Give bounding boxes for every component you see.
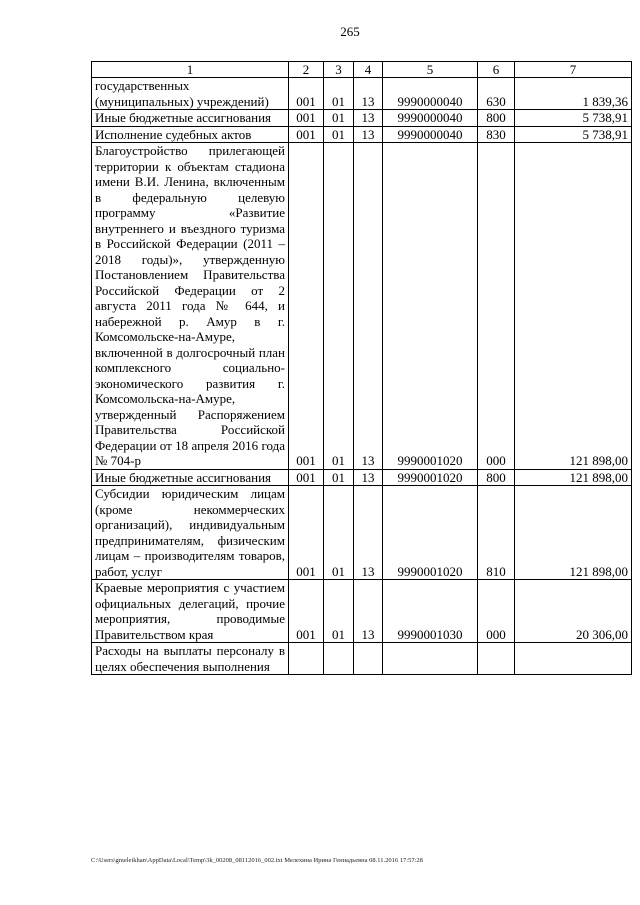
column-header-7: 7	[515, 62, 632, 78]
row-expense-type: 630	[478, 78, 515, 110]
budget-table	[91, 61, 632, 675]
column-header-5: 5	[383, 62, 478, 78]
row-subsection-code: 13	[354, 469, 383, 486]
row-name: Субсидии юридическим лицам (кроме некоммерческих организаций), индивидуальным предпринимателям, физическим лицам – производителям товаров, работ, услуг	[92, 486, 289, 580]
row-subsection-code: 13	[354, 580, 383, 643]
row-section-code: 01	[324, 110, 354, 127]
row-ministry-code: 001	[289, 486, 324, 580]
row-name: Расходы на выплаты персоналу в целях обеспечения выполнения	[92, 643, 289, 675]
row-subsection-code: 13	[354, 143, 383, 470]
row-target-article: 9990001020	[383, 143, 478, 470]
row-section-code: 01	[324, 486, 354, 580]
file-path-footer: C:\Users\gmeleikhan\AppData\Local\Temp\3k_00208_08112016_002.txt Мелехина Ирина Геннадьевна 08.11.2016 17:57:28	[91, 857, 423, 864]
row-target-article: 9990000040	[383, 78, 478, 110]
row-subsection-code: 13	[354, 78, 383, 110]
row-expense-type	[478, 643, 515, 675]
row-target-article: 9990000040	[383, 126, 478, 143]
row-name: Исполнение судебных актов	[92, 126, 289, 143]
table-row	[92, 580, 632, 643]
row-amount: 121 898,00	[515, 143, 632, 470]
row-target-article: 9990001020	[383, 469, 478, 486]
row-ministry-code: 001	[289, 469, 324, 486]
row-section-code: 01	[324, 78, 354, 110]
row-amount: 5 738,91	[515, 110, 632, 127]
column-header-4: 4	[354, 62, 383, 78]
column-header-1: 1	[92, 62, 289, 78]
column-header-6: 6	[478, 62, 515, 78]
row-section-code	[324, 643, 354, 675]
row-ministry-code: 001	[289, 580, 324, 643]
row-amount: 121 898,00	[515, 486, 632, 580]
column-header-2: 2	[289, 62, 324, 78]
row-subsection-code: 13	[354, 126, 383, 143]
row-section-code: 01	[324, 143, 354, 470]
row-subsection-code: 13	[354, 486, 383, 580]
row-expense-type: 810	[478, 486, 515, 580]
row-subsection-code: 13	[354, 110, 383, 127]
table-row	[92, 126, 632, 143]
row-section-code: 01	[324, 126, 354, 143]
row-target-article: 9990001030	[383, 580, 478, 643]
row-target-article: 9990001020	[383, 486, 478, 580]
row-section-code: 01	[324, 469, 354, 486]
table-row	[92, 78, 632, 110]
row-name: Краевые мероприятия с участием официальных делегаций, прочие мероприятия, проводимые Правительством края	[92, 580, 289, 643]
row-target-article: 9990000040	[383, 110, 478, 127]
row-expense-type: 800	[478, 110, 515, 127]
column-number-row	[92, 62, 632, 78]
table-row	[92, 643, 632, 675]
row-target-article	[383, 643, 478, 675]
table-row	[92, 110, 632, 127]
row-ministry-code: 001	[289, 78, 324, 110]
row-amount: 20 306,00	[515, 580, 632, 643]
row-ministry-code	[289, 643, 324, 675]
row-expense-type: 000	[478, 143, 515, 470]
table-row	[92, 486, 632, 580]
row-amount	[515, 643, 632, 675]
row-name: Благоустройство прилегающей территории к объектам стадиона имени В.И. Ленина, включенным в федеральную целевую программу «Развитие внутреннего и въездного туризма в Российской Федерации (2011 – 2018 годы)», утвержденную Постановлением Правительства Российской Федерации от 2 августа 2011 года № 644, и набережной р. Амур в г. Комсомольске-на-Амуре, включенной в долгосрочный план комплексного социально-экономического развития г. Комсомольска-на-Амуре, утвержденный Распоряжением Правительства Российской Федерации от 18 апреля 2016 года № 704-р	[92, 143, 289, 470]
row-ministry-code: 001	[289, 110, 324, 127]
row-amount: 5 738,91	[515, 126, 632, 143]
row-amount: 121 898,00	[515, 469, 632, 486]
table-row	[92, 143, 632, 470]
row-name: Иные бюджетные ассигнования	[92, 110, 289, 127]
row-name: Иные бюджетные ассигнования	[92, 469, 289, 486]
row-expense-type: 830	[478, 126, 515, 143]
row-expense-type: 000	[478, 580, 515, 643]
row-ministry-code: 001	[289, 126, 324, 143]
row-section-code: 01	[324, 580, 354, 643]
table-row	[92, 469, 632, 486]
row-name: государственных (муниципальных) учреждений)	[92, 78, 289, 110]
row-subsection-code	[354, 643, 383, 675]
row-ministry-code: 001	[289, 143, 324, 470]
page-number: 265	[340, 24, 360, 39]
row-expense-type: 800	[478, 469, 515, 486]
column-header-3: 3	[324, 62, 354, 78]
row-amount: 1 839,36	[515, 78, 632, 110]
